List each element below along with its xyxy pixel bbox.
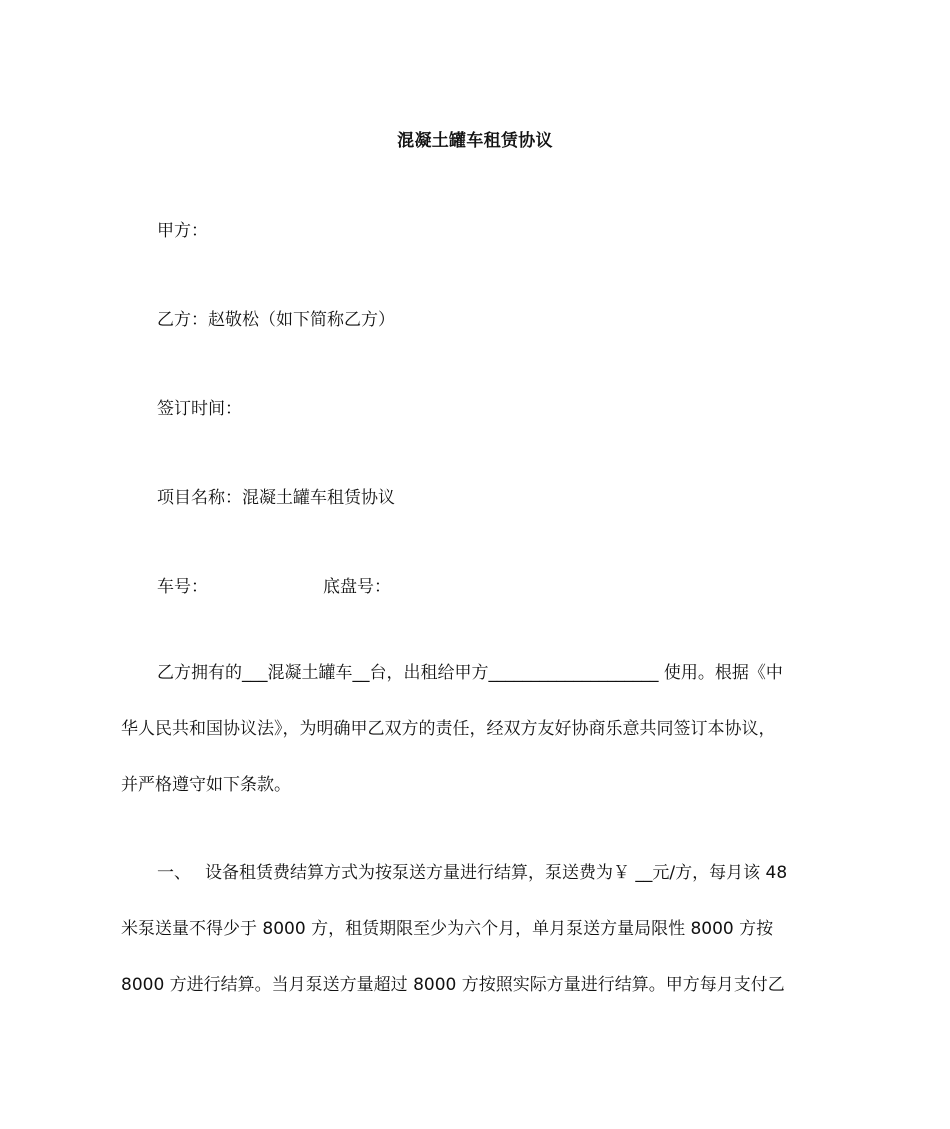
intro-paragraph	[121, 645, 831, 813]
intro-line-2: 华人民共和国协议法》，为明确甲乙双方的责任，经双方友好协商乐意共同签订本协议，	[121, 719, 776, 739]
intro-line-1: 乙方拥有的___混凝土罐车__台，出租给甲方____________________ 使用。根据《中	[157, 663, 783, 683]
sign-time-field: 签订时间：	[157, 399, 242, 419]
clause-1-line-1: 一、 设备租赁费结算方式为按泵送方量进行结算，泵送费为￥ __元/方，每月该 48	[157, 863, 788, 883]
clause-1-line-3: 8000 方进行结算。当月泵送方量超过 8000 方按照实际方量进行结算。甲方每月支付乙	[121, 975, 785, 995]
clause-1-number: 一、	[157, 863, 191, 883]
document-title: 混凝土罐车租赁协议	[397, 131, 553, 151]
party-a-field: 甲方：	[157, 221, 208, 241]
chassis-number-field: 底盘号：	[323, 577, 391, 597]
clause-1-line-2: 米泵送量不得少于 8000 方，租赁期限至少为六个月，单月泵送方量局限性 8000 方按	[121, 919, 774, 939]
vehicle-number-field: 车号：	[157, 577, 208, 597]
intro-line-3: 并严格遵守如下条款。	[121, 775, 291, 795]
clause-1-paragraph	[121, 845, 831, 1013]
party-b-field: 乙方：赵敬松（如下简称乙方）	[157, 310, 395, 330]
project-name-field: 项目名称：混凝土罐车租赁协议	[157, 488, 395, 508]
